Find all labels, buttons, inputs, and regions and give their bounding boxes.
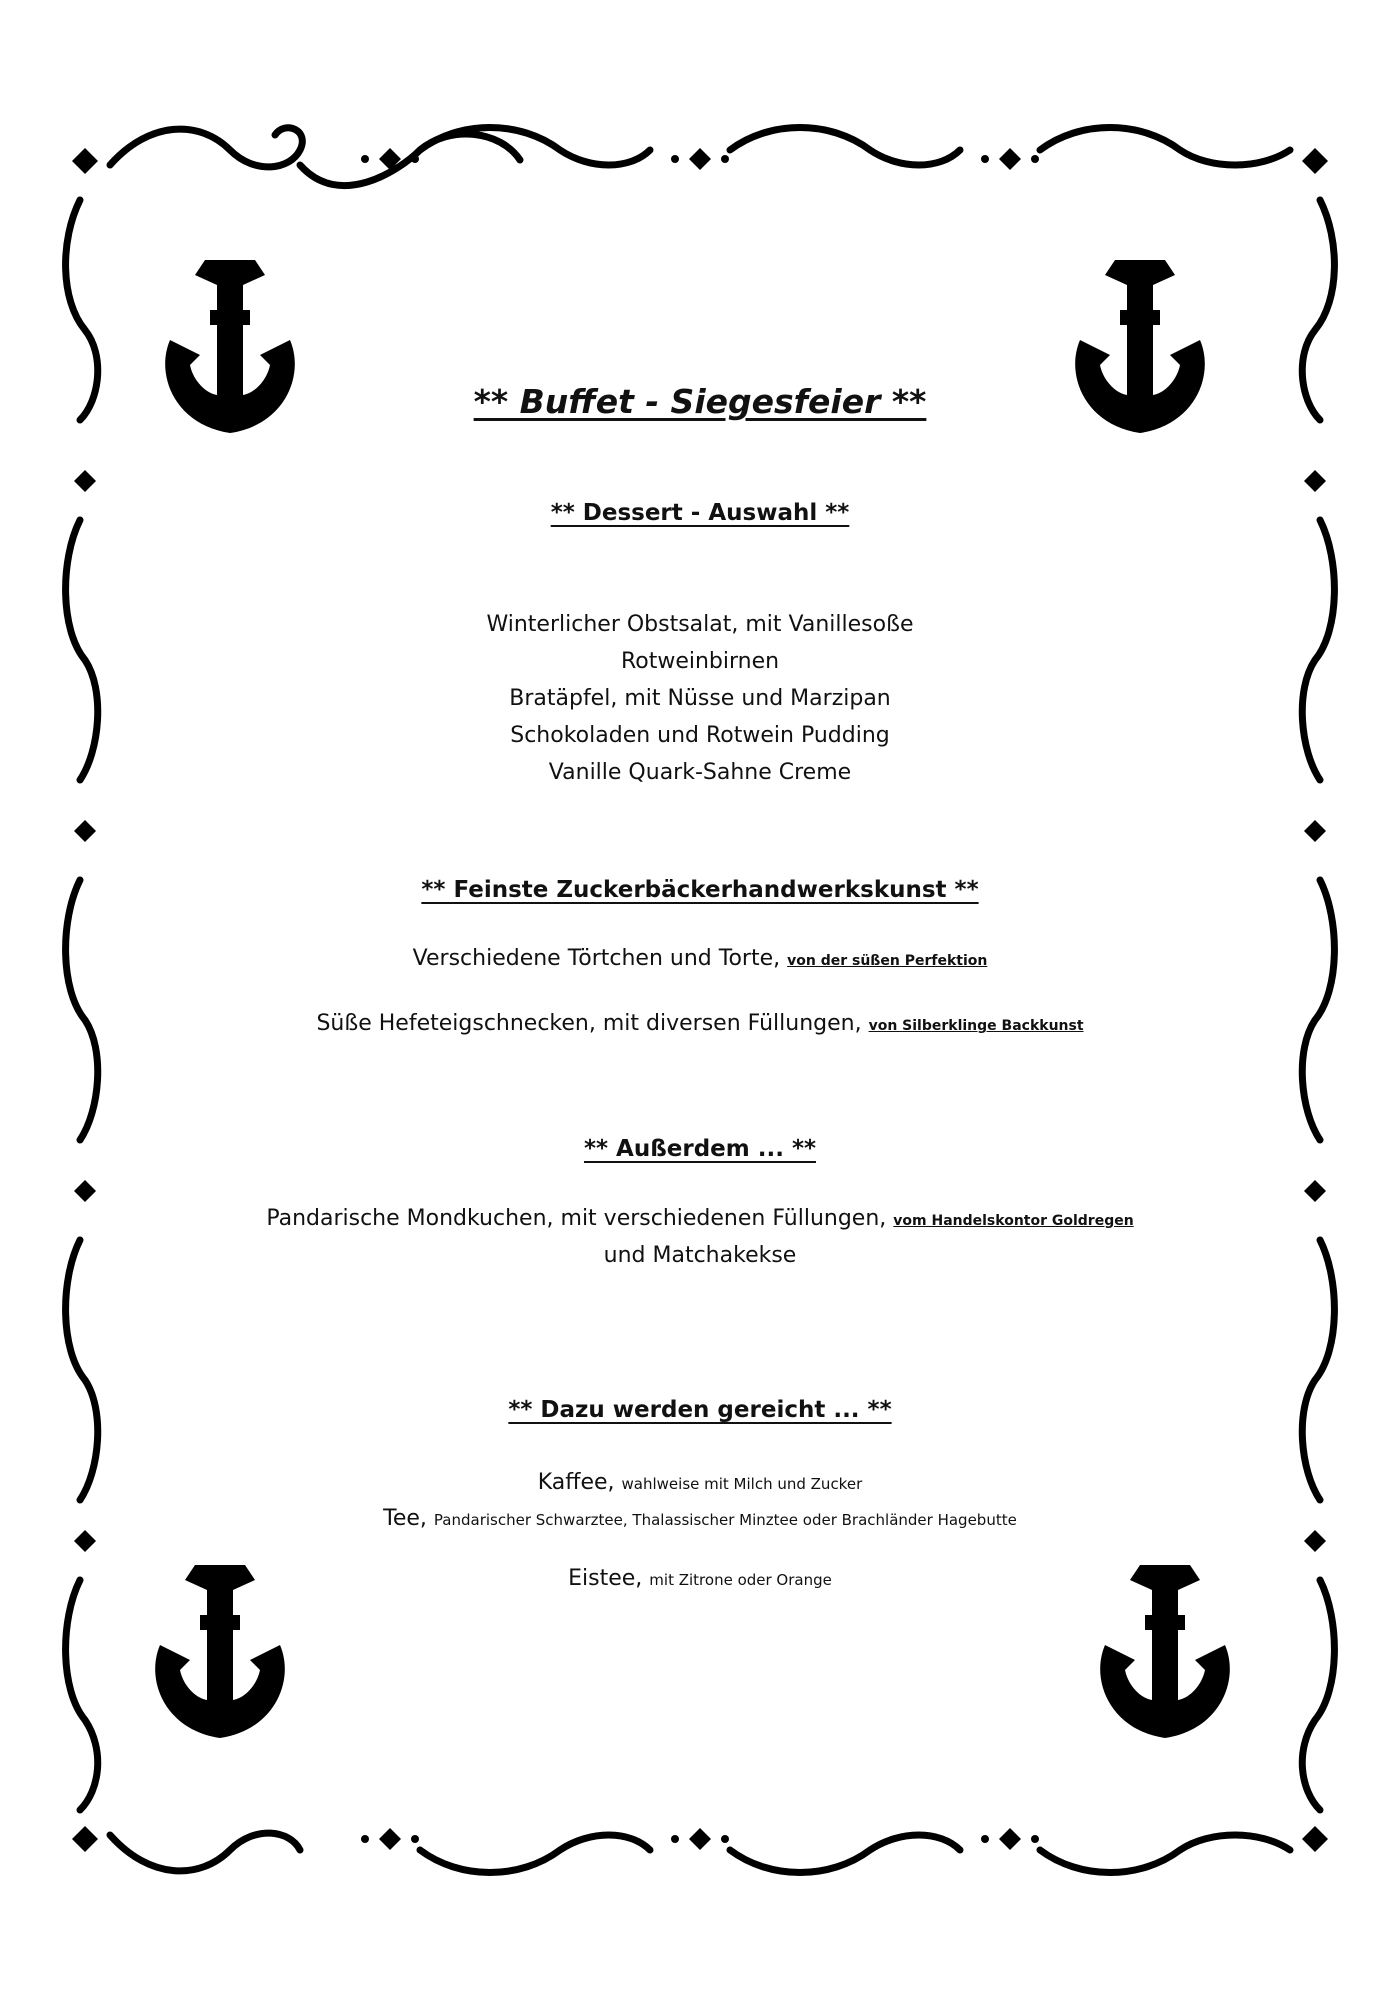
drink-detail: wahlweise mit Milch und Zucker <box>621 1475 863 1493</box>
drink-detail: mit Zitrone oder Orange <box>649 1571 832 1589</box>
drink-name: Eistee, <box>568 1566 643 1591</box>
list-item <box>180 1206 1220 1231</box>
item-credit: vom Handelskontor Goldregen <box>893 1213 1134 1229</box>
page-title: ** Buffet - Siegesfeier ** <box>473 382 927 421</box>
list-item <box>180 1566 1220 1591</box>
list-item: Vanille Quark-Sahne Creme <box>548 760 852 785</box>
list-item <box>180 946 1220 971</box>
confectionery-heading: ** Feinste Zuckerbäckerhandwerkskunst ** <box>421 877 979 903</box>
list-item <box>180 1011 1220 1036</box>
dessert-heading: ** Dessert - Auswahl ** <box>550 500 850 526</box>
menu-content <box>180 0 1220 2000</box>
drink-detail: Pandarischer Schwarztee, Thalassischer Minztee oder Brachländer Hagebutte <box>433 1511 1017 1529</box>
list-item: Bratäpfel, mit Nüsse und Marzipan <box>509 686 891 711</box>
list-item: Winterlicher Obstsalat, mit Vanillesoße <box>486 612 914 637</box>
drinks-heading: ** Dazu werden gereicht ... ** <box>508 1397 892 1423</box>
list-item <box>180 1470 1220 1495</box>
item-text: Verschiedene Törtchen und Torte, <box>412 946 781 971</box>
item-credit: von der süßen Perfektion <box>787 953 988 969</box>
dessert-list <box>180 606 1220 791</box>
list-item: und Matchakekse <box>603 1243 797 1268</box>
also-heading: ** Außerdem ... ** <box>583 1136 817 1162</box>
item-text: Süße Hefeteigschnecken, mit diversen Füllungen, <box>316 1011 862 1036</box>
list-item: Rotweinbirnen <box>620 649 780 674</box>
item-credit: von Silberklinge Backkunst <box>868 1018 1084 1034</box>
list-item: Schokoladen und Rotwein Pudding <box>510 723 890 748</box>
drink-name: Tee, <box>383 1506 427 1531</box>
item-text: Pandarische Mondkuchen, mit verschiedenen Füllungen, <box>266 1206 887 1231</box>
drink-name: Kaffee, <box>537 1470 615 1495</box>
list-item <box>180 1506 1220 1531</box>
